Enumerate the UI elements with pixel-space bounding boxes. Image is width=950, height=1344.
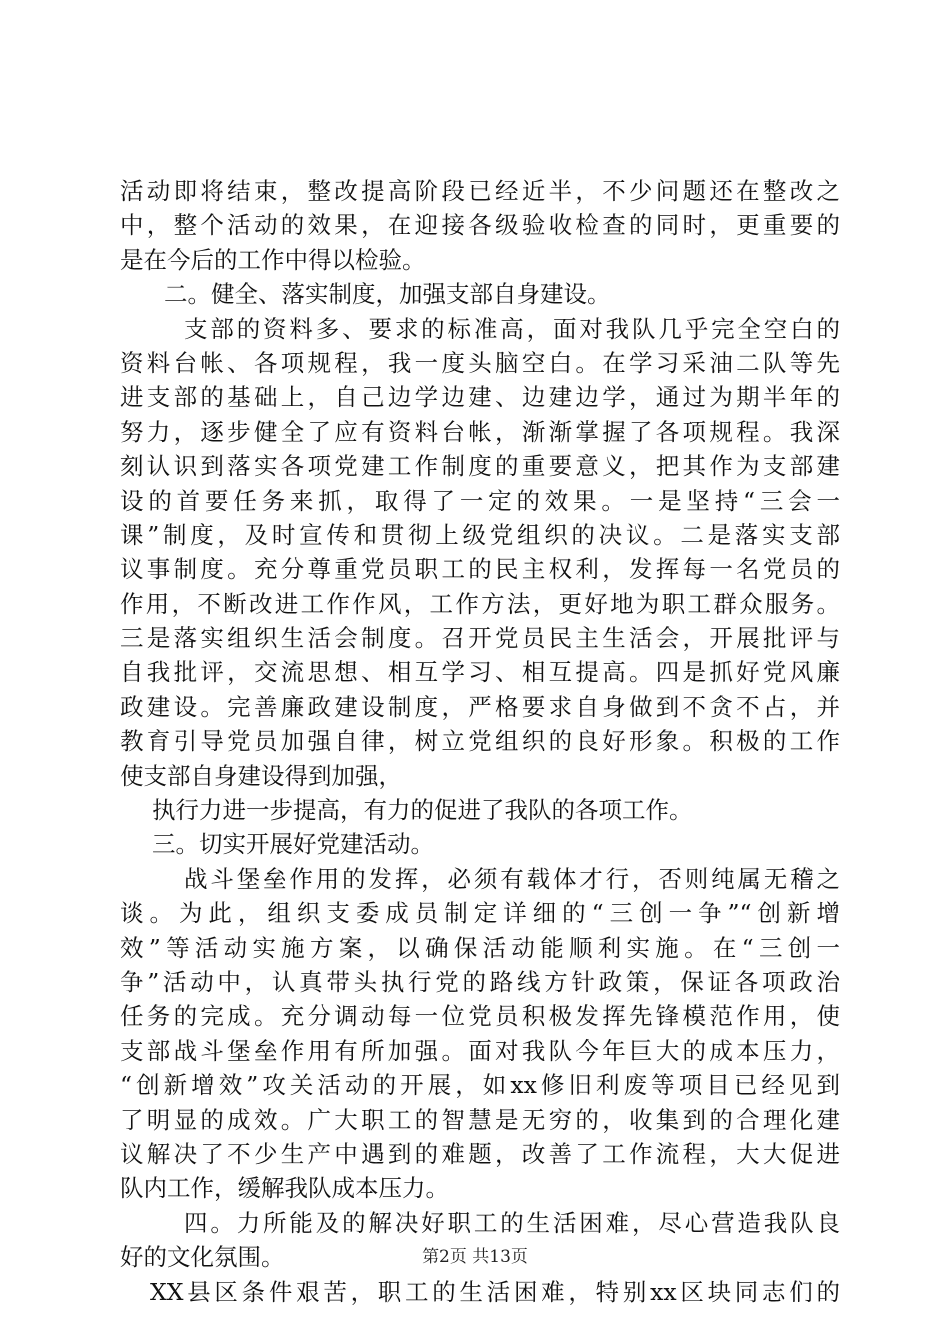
page-number-footer: 第2页 共13页 [422,1247,528,1267]
text-line: 进支部的基础上，自己边学边建、边建边学，通过为期半年的 [120,383,840,412]
text-line: 努力，逐步健全了应有资料台帐，渐渐掌握了各项规程。我深 [120,417,840,446]
text-line: 支部的资料多、要求的标准高，面对我队几乎完全空白的 [184,314,840,343]
text-line: 政建设。完善廉政建设制度，严格要求自身做到不贪不占，并 [120,692,840,721]
text-line: XX县区条件艰苦，职工的生活困难，特别xx区块同志们的 [150,1277,840,1306]
text-line: 谈。为此，组织支委成员制定详细的“三创一争”“创新增 [120,899,840,928]
text-line: 二。健全、落实制度，加强支部自身建设。 [164,280,611,309]
text-line: 队内工作，缓解我队成本压力。 [120,1174,449,1203]
text-line: 支部战斗堡垒作用有所加强。面对我队今年巨大的成本压力， [120,1036,840,1065]
text-line: 自我批评，交流思想、相互学习、相互提高。四是抓好党风廉 [120,658,840,687]
text-line: 议事制度。充分尊重党员职工的民主权利，发挥每一名党员的 [120,555,840,584]
text-line: 三。切实开展好党建活动。 [152,830,434,859]
text-line: 资料台帐、各项规程，我一度头脑空白。在学习采油二队等先 [120,348,840,377]
text-line: 三是落实组织生活会制度。召开党员民主生活会，开展批评与 [120,624,840,653]
text-line: 议解决了不少生产中遇到的难题，改善了工作流程，大大促进 [120,1139,840,1168]
text-line: 四。力所能及的解决好职工的生活困难，尽心营造我队良 [184,1208,840,1237]
text-line: 课”制度，及时宣传和贯彻上级党组织的决议。二是落实支部 [120,520,840,549]
document-body [120,174,840,1309]
text-line: “创新增效”攻关活动的开展，如xx修旧利废等项目已经见到 [120,1071,840,1100]
text-line: 执行力进一步提高，有力的促进了我队的各项工作。 [152,796,693,825]
text-line: 战斗堡垒作用的发挥，必须有载体才行，否则纯属无稽之 [184,864,840,893]
text-line: 中，整个活动的效果，在迎接各级验收检查的同时，更重要的 [120,211,840,240]
text-line: 效”等活动实施方案，以确保活动能顺利实施。在“三创一 [120,933,840,962]
text-line: 刻认识到落实各项党建工作制度的重要意义，把其作为支部建 [120,452,840,481]
text-line: 是在今后的工作中得以检验。 [120,245,426,274]
text-line: 争”活动中，认真带头执行党的路线方针政策，保证各项政治 [120,967,840,996]
text-line: 任务的完成。充分调动每一位党员积极发挥先锋模范作用，使 [120,1002,840,1031]
text-line: 了明显的成效。广大职工的智慧是无穷的，收集到的合理化建 [120,1105,840,1134]
text-line: 作用，不断改进工作作风，工作方法，更好地为职工群众服务。 [120,589,840,618]
text-line: 教育引导党员加强自律，树立党组织的良好形象。积极的工作 [120,727,840,756]
text-line: 设的首要任务来抓，取得了一定的效果。一是坚持“三会一 [120,486,840,515]
text-line: 使支部自身建设得到加强， [120,761,402,790]
text-line: 活动即将结束，整改提高阶段已经近半，不少问题还在整改之 [120,177,840,205]
text-line: 好的文化氛围。 [120,1243,285,1272]
